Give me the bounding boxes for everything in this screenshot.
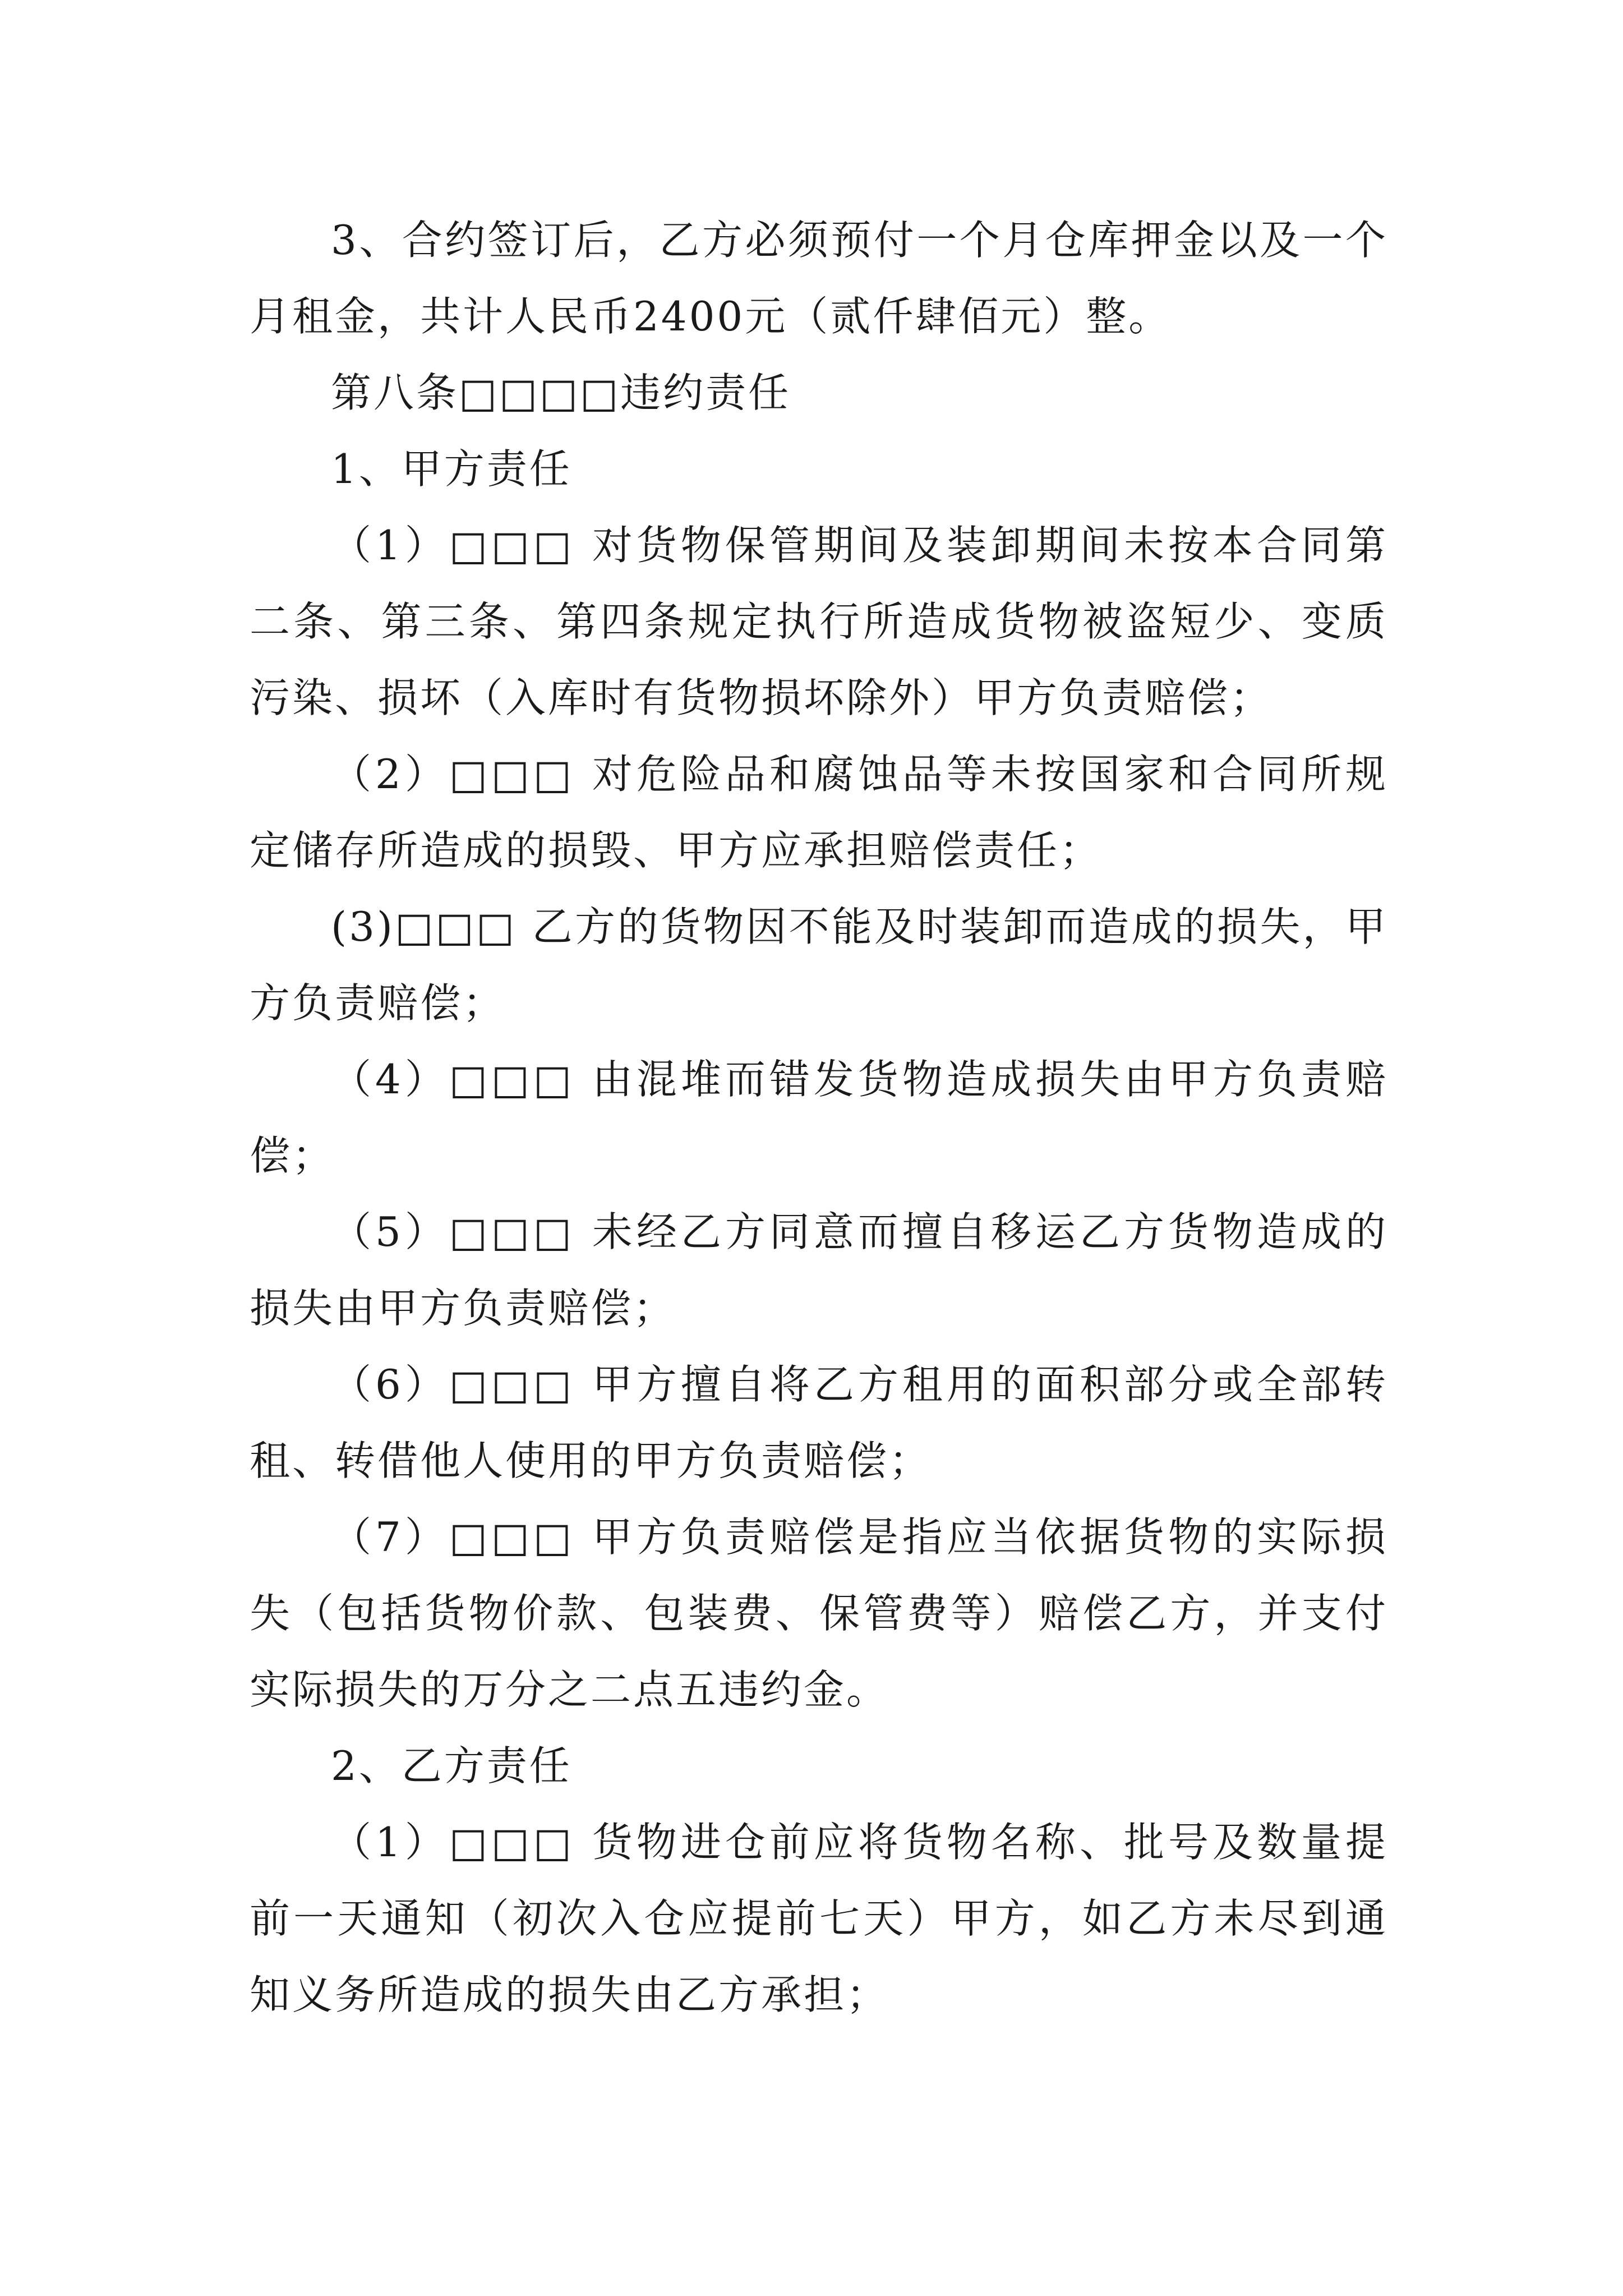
party-a-liability-heading: 1、甲方责任 — [331, 445, 572, 493]
party-a-item-2: （2）□□□ 对危险品和腐蚀品等未按国家和合同所规定储存所造成的损毁、甲方应承担赔偿责任； — [250, 751, 1388, 874]
party-b-item-1: （1）□□□ 货物进仓前应将货物名称、批号及数量提前一天通知（初次入仓应提前七天）甲方，如乙方未尽到通知义务所造成的损失由乙方承担； — [250, 1819, 1388, 2018]
party-a-item-1: （1）□□□ 对货物保管期间及装卸期间未按本合同第二条、第三条、第四条规定执行所造成货物被盗短少、变质污染、损坏（入库时有货物损坏除外）甲方负责赔偿； — [250, 522, 1388, 721]
party-a-item-6: （6）□□□ 甲方擅自将乙方租用的面积部分或全部转租、转借他人使用的甲方负责赔偿； — [250, 1361, 1388, 1484]
party-b-liability-heading: 2、乙方责任 — [331, 1742, 572, 1789]
document-body — [250, 202, 1388, 2033]
party-a-item-4: （4）□□□ 由混堆而错发货物造成损失由甲方负责赔偿； — [250, 1056, 1388, 1179]
paragraph-deposit-clause: 3、合约签订后，乙方必须预付一个月仓库押金以及一个月租金，共计人民币2400元（贰仟肆佰元）整。 — [250, 217, 1388, 340]
article-8-heading: 第八条□□□□违约责任 — [331, 369, 791, 416]
party-a-item-5: （5）□□□ 未经乙方同意而擅自移运乙方货物造成的损失由甲方负责赔偿； — [250, 1208, 1388, 1332]
party-a-item-3: (3)□□□ 乙方的货物因不能及时装卸而造成的损失，甲方负责赔偿； — [250, 903, 1388, 1027]
party-a-item-7: （7）□□□ 甲方负责赔偿是指应当依据货物的实际损失（包括货物价款、包装费、保管费等）赔偿乙方，并支付实际损失的万分之二点五违约金。 — [250, 1513, 1388, 1713]
